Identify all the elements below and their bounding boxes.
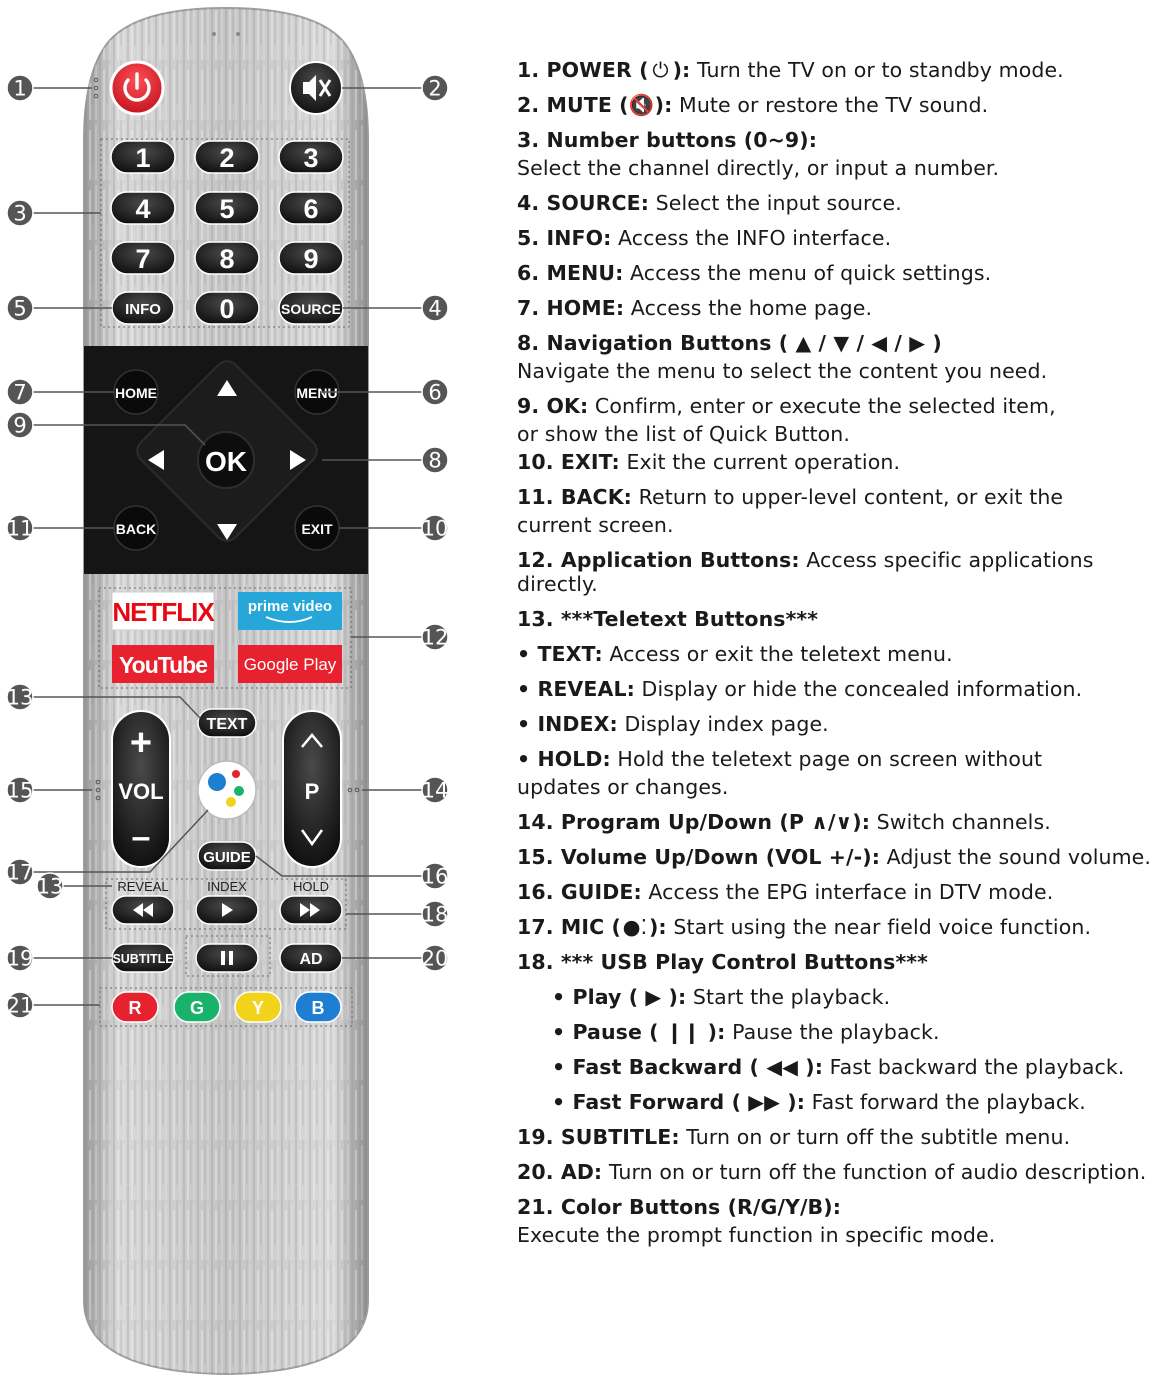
prime-video-button[interactable] (238, 592, 342, 630)
mic-icon: ●⁚ (622, 915, 648, 939)
legend-item-teletext: 13. ***Teletext Buttons*** (517, 607, 819, 631)
svg-text:+: + (129, 722, 153, 764)
back-button[interactable] (114, 506, 158, 550)
color-button-g[interactable] (174, 992, 220, 1022)
legend-item-number-buttons-desc: Select the channel directly, or input a number. (517, 156, 1000, 180)
callout-number: 16 (421, 864, 449, 889)
source-button[interactable] (279, 292, 343, 324)
legend-item-fast-forward: • Fast Forward ( ▶▶ ): Fast forward the playback. (552, 1090, 1086, 1114)
svg-text:TEXT: TEXT (206, 716, 248, 733)
callout-badge-19 (7, 945, 34, 971)
callout-number: 14 (421, 778, 449, 803)
color-button-label: B (311, 998, 325, 1018)
legend-item-applications-desc: directly. (517, 572, 598, 596)
legend-item-back-desc: current screen. (517, 513, 674, 537)
legend-item-reveal: • REVEAL: Display or hide the concealed information. (517, 677, 1083, 701)
callout-badge-4 (422, 295, 448, 321)
callout-badge-16 (422, 863, 449, 889)
text-button[interactable] (198, 709, 256, 737)
play-button[interactable] (196, 896, 258, 924)
callout-badge-1 (7, 75, 33, 101)
callout-badge-21 (7, 992, 34, 1018)
legend-item-usb-play: 18. *** USB Play Control Buttons*** (517, 950, 928, 974)
number-button-5[interactable] (195, 192, 259, 224)
callout-badge-6 (422, 379, 448, 405)
info-button[interactable] (112, 292, 174, 324)
legend-item-navigation-desc: Navigate the menu to select the content you need. (517, 359, 1048, 383)
legend-item-mic: 17. MIC (●⁚): Start using the near field voice function. (517, 915, 1092, 939)
callout-number: 9 (13, 413, 27, 438)
svg-text:prime video: prime video (247, 598, 333, 615)
fast-backward-button[interactable] (112, 896, 174, 924)
legend-item-play: • Play ( ▶ ): Start the playback. (552, 985, 891, 1009)
callout-badge-17 (7, 859, 34, 885)
svg-text:P: P (304, 779, 320, 804)
legend-item-index: • INDEX: Display index page. (517, 712, 829, 736)
pause-button[interactable] (196, 944, 258, 972)
subtitle-button[interactable] (112, 944, 174, 972)
remote-illustration (0, 0, 460, 1382)
callout-badge-13 (7, 684, 34, 710)
legend-item-ad: 20. AD: Turn on or turn off the function of audio description. (517, 1160, 1147, 1184)
guide-button[interactable] (198, 842, 256, 870)
callout-badge-8 (422, 447, 448, 473)
svg-text:EXIT: EXIT (301, 521, 333, 537)
number-button-4[interactable] (111, 192, 175, 224)
legend-item-back: 11. BACK: Return to upper-level content, or exit the (517, 485, 1064, 509)
svg-text:YouTube: YouTube (119, 652, 207, 678)
number-button-6[interactable] (279, 192, 343, 224)
color-button-r[interactable] (112, 992, 158, 1022)
number-button-3[interactable] (279, 141, 343, 173)
number-button-label: 2 (219, 143, 235, 173)
color-button-label: Y (251, 998, 265, 1018)
callout-number: 19 (6, 946, 34, 971)
callout-number: 13 (36, 874, 64, 899)
callout-number: 6 (428, 380, 442, 405)
callout-number: 20 (421, 946, 449, 971)
home-button[interactable] (114, 370, 158, 414)
legend-item-guide: 16. GUIDE: Access the EPG interface in DTV mode. (517, 880, 1054, 904)
program-rocker[interactable] (283, 711, 341, 867)
reveal-label: REVEAL (117, 879, 169, 894)
svg-text:SOURCE: SOURCE (281, 301, 341, 317)
ad-button[interactable] (280, 944, 342, 972)
fast-forward-button[interactable] (280, 896, 342, 924)
legend-item-source: 4. SOURCE: Select the input source. (517, 191, 902, 215)
color-button-b[interactable] (295, 992, 341, 1022)
svg-text:NETFLIX: NETFLIX (112, 597, 214, 627)
callout-number: 7 (13, 380, 27, 405)
number-button-label: 7 (135, 244, 151, 274)
svg-text:VOL: VOL (118, 779, 164, 804)
svg-text:OK: OK (205, 446, 247, 477)
callout-number: 3 (13, 201, 27, 226)
mute-icon: 🔇 (628, 93, 655, 117)
svg-text:BACK: BACK (115, 521, 157, 537)
number-button-label: 0 (219, 294, 235, 324)
button-legend (517, 56, 1153, 1249)
callout-number: 5 (13, 296, 27, 321)
legend-item-hold-desc: updates or changes. (517, 775, 729, 799)
legend-item-ok-desc: or show the list of Quick Button. (517, 422, 851, 446)
hold-label: HOLD (292, 879, 330, 894)
legend-item-program: 14. Program Up/Down (P ∧/∨): Switch channels. (517, 810, 1051, 834)
number-button-label: 6 (303, 194, 319, 224)
legend-item-pause: • Pause ( ❙❙ ): Pause the playback. (552, 1020, 940, 1044)
number-button-0[interactable] (195, 292, 259, 324)
callout-number: 18 (421, 902, 449, 927)
legend-item-volume: 15. Volume Up/Down (VOL +/-): Adjust the sound volume. (517, 845, 1152, 869)
callout-badge-18 (422, 901, 449, 927)
svg-text:AD: AD (299, 951, 323, 968)
ok-button[interactable] (198, 432, 254, 488)
callout-badge-3 (7, 200, 33, 226)
svg-text:MENU: MENU (296, 385, 338, 401)
svg-text:GUIDE: GUIDE (203, 849, 251, 866)
callout-badge-7 (7, 379, 33, 405)
number-button-label: 8 (219, 244, 235, 274)
callout-badge-12 (422, 624, 449, 650)
color-button-label: G (189, 998, 205, 1018)
legend-item-fast-backward: • Fast Backward ( ◀◀ ): Fast backward the playback. (552, 1055, 1125, 1079)
callout-badge-14 (422, 777, 449, 803)
mute-button[interactable] (290, 62, 342, 114)
legend-item-info: 5. INFO: Access the INFO interface. (517, 226, 892, 250)
legend-item-color-buttons-desc: Execute the prompt function in specific mode. (517, 1223, 996, 1247)
legend-item-power: 1. POWER ( ⏻ ): Turn the TV on or to standby mode. (517, 58, 1064, 82)
callout-badge-9 (7, 412, 33, 438)
number-button-2[interactable] (195, 141, 259, 173)
legend-item-mute: 2. MUTE (🔇): Mute or restore the TV sound. (517, 93, 989, 117)
svg-text:SUBTITLE: SUBTITLE (112, 952, 174, 966)
svg-text:Google Play: Google Play (243, 655, 337, 674)
legend-item-subtitle: 19. SUBTITLE: Turn on or turn off the subtitle menu. (517, 1125, 1071, 1149)
callout-number: 11 (6, 516, 34, 541)
number-button-label: 5 (219, 194, 235, 224)
callout-number: 13 (6, 685, 34, 710)
power-button[interactable] (111, 62, 163, 114)
callout-number: 8 (428, 448, 442, 473)
callout-badge-2 (422, 75, 448, 101)
number-button-label: 9 (303, 244, 319, 274)
callout-number: 10 (421, 516, 449, 541)
number-button-8[interactable] (195, 242, 259, 274)
callout-number: 2 (428, 76, 442, 101)
svg-text:HOME: HOME (115, 385, 157, 401)
callout-number: 4 (428, 296, 442, 321)
number-button-label: 4 (135, 194, 151, 224)
callout-number: 1 (13, 76, 27, 101)
svg-text:INFO: INFO (125, 301, 161, 318)
callout-badge-11 (7, 515, 34, 541)
svg-text:–: – (131, 818, 151, 856)
legend-item-menu: 6. MENU: Access the menu of quick settings. (517, 261, 992, 285)
callout-badge-13 (37, 873, 64, 899)
number-button-label: 1 (135, 143, 151, 173)
color-button-y[interactable] (235, 992, 281, 1022)
legend-item-ok: 9. OK: Confirm, enter or execute the selected item, (517, 394, 1056, 418)
callout-number: 12 (421, 625, 449, 650)
callout-badge-10 (422, 515, 449, 541)
power-icon: ⏻ (652, 58, 669, 82)
legend-item-home: 7. HOME: Access the home page. (517, 296, 873, 320)
legend-item-number-buttons: 3. Number buttons (0~9): (517, 128, 818, 152)
legend-item-color-buttons: 21. Color Buttons (R/G/Y/B): (517, 1195, 842, 1219)
volume-rocker[interactable] (112, 711, 170, 867)
legend-item-navigation: 8. Navigation Buttons ( ▲ / ▼ / ◀ / ▶ ) (517, 331, 942, 355)
youtube-button[interactable] (112, 645, 214, 683)
number-button-1[interactable] (111, 141, 175, 173)
callout-number: 17 (6, 860, 34, 885)
legend-item-text: • TEXT: Access or exit the teletext menu. (517, 642, 953, 666)
legend-item-applications: 12. Application Buttons: Access specific applications (517, 548, 1094, 572)
color-button-label: R (128, 998, 142, 1018)
callout-badge-20 (422, 945, 449, 971)
callout-badge-15 (7, 777, 34, 803)
callout-badge-5 (7, 295, 33, 321)
netflix-button[interactable] (112, 592, 215, 630)
number-button-label: 3 (303, 143, 319, 173)
google-play-button[interactable] (238, 645, 342, 683)
callout-number: 21 (6, 993, 34, 1018)
legend-item-exit: 10. EXIT: Exit the current operation. (517, 450, 901, 474)
index-label: INDEX (207, 879, 247, 894)
number-button-9[interactable] (279, 242, 343, 274)
exit-button[interactable] (295, 506, 339, 550)
callout-number: 15 (6, 778, 34, 803)
legend-item-hold: • HOLD: Hold the teletext page on screen without (517, 747, 1043, 771)
number-button-7[interactable] (111, 242, 175, 274)
